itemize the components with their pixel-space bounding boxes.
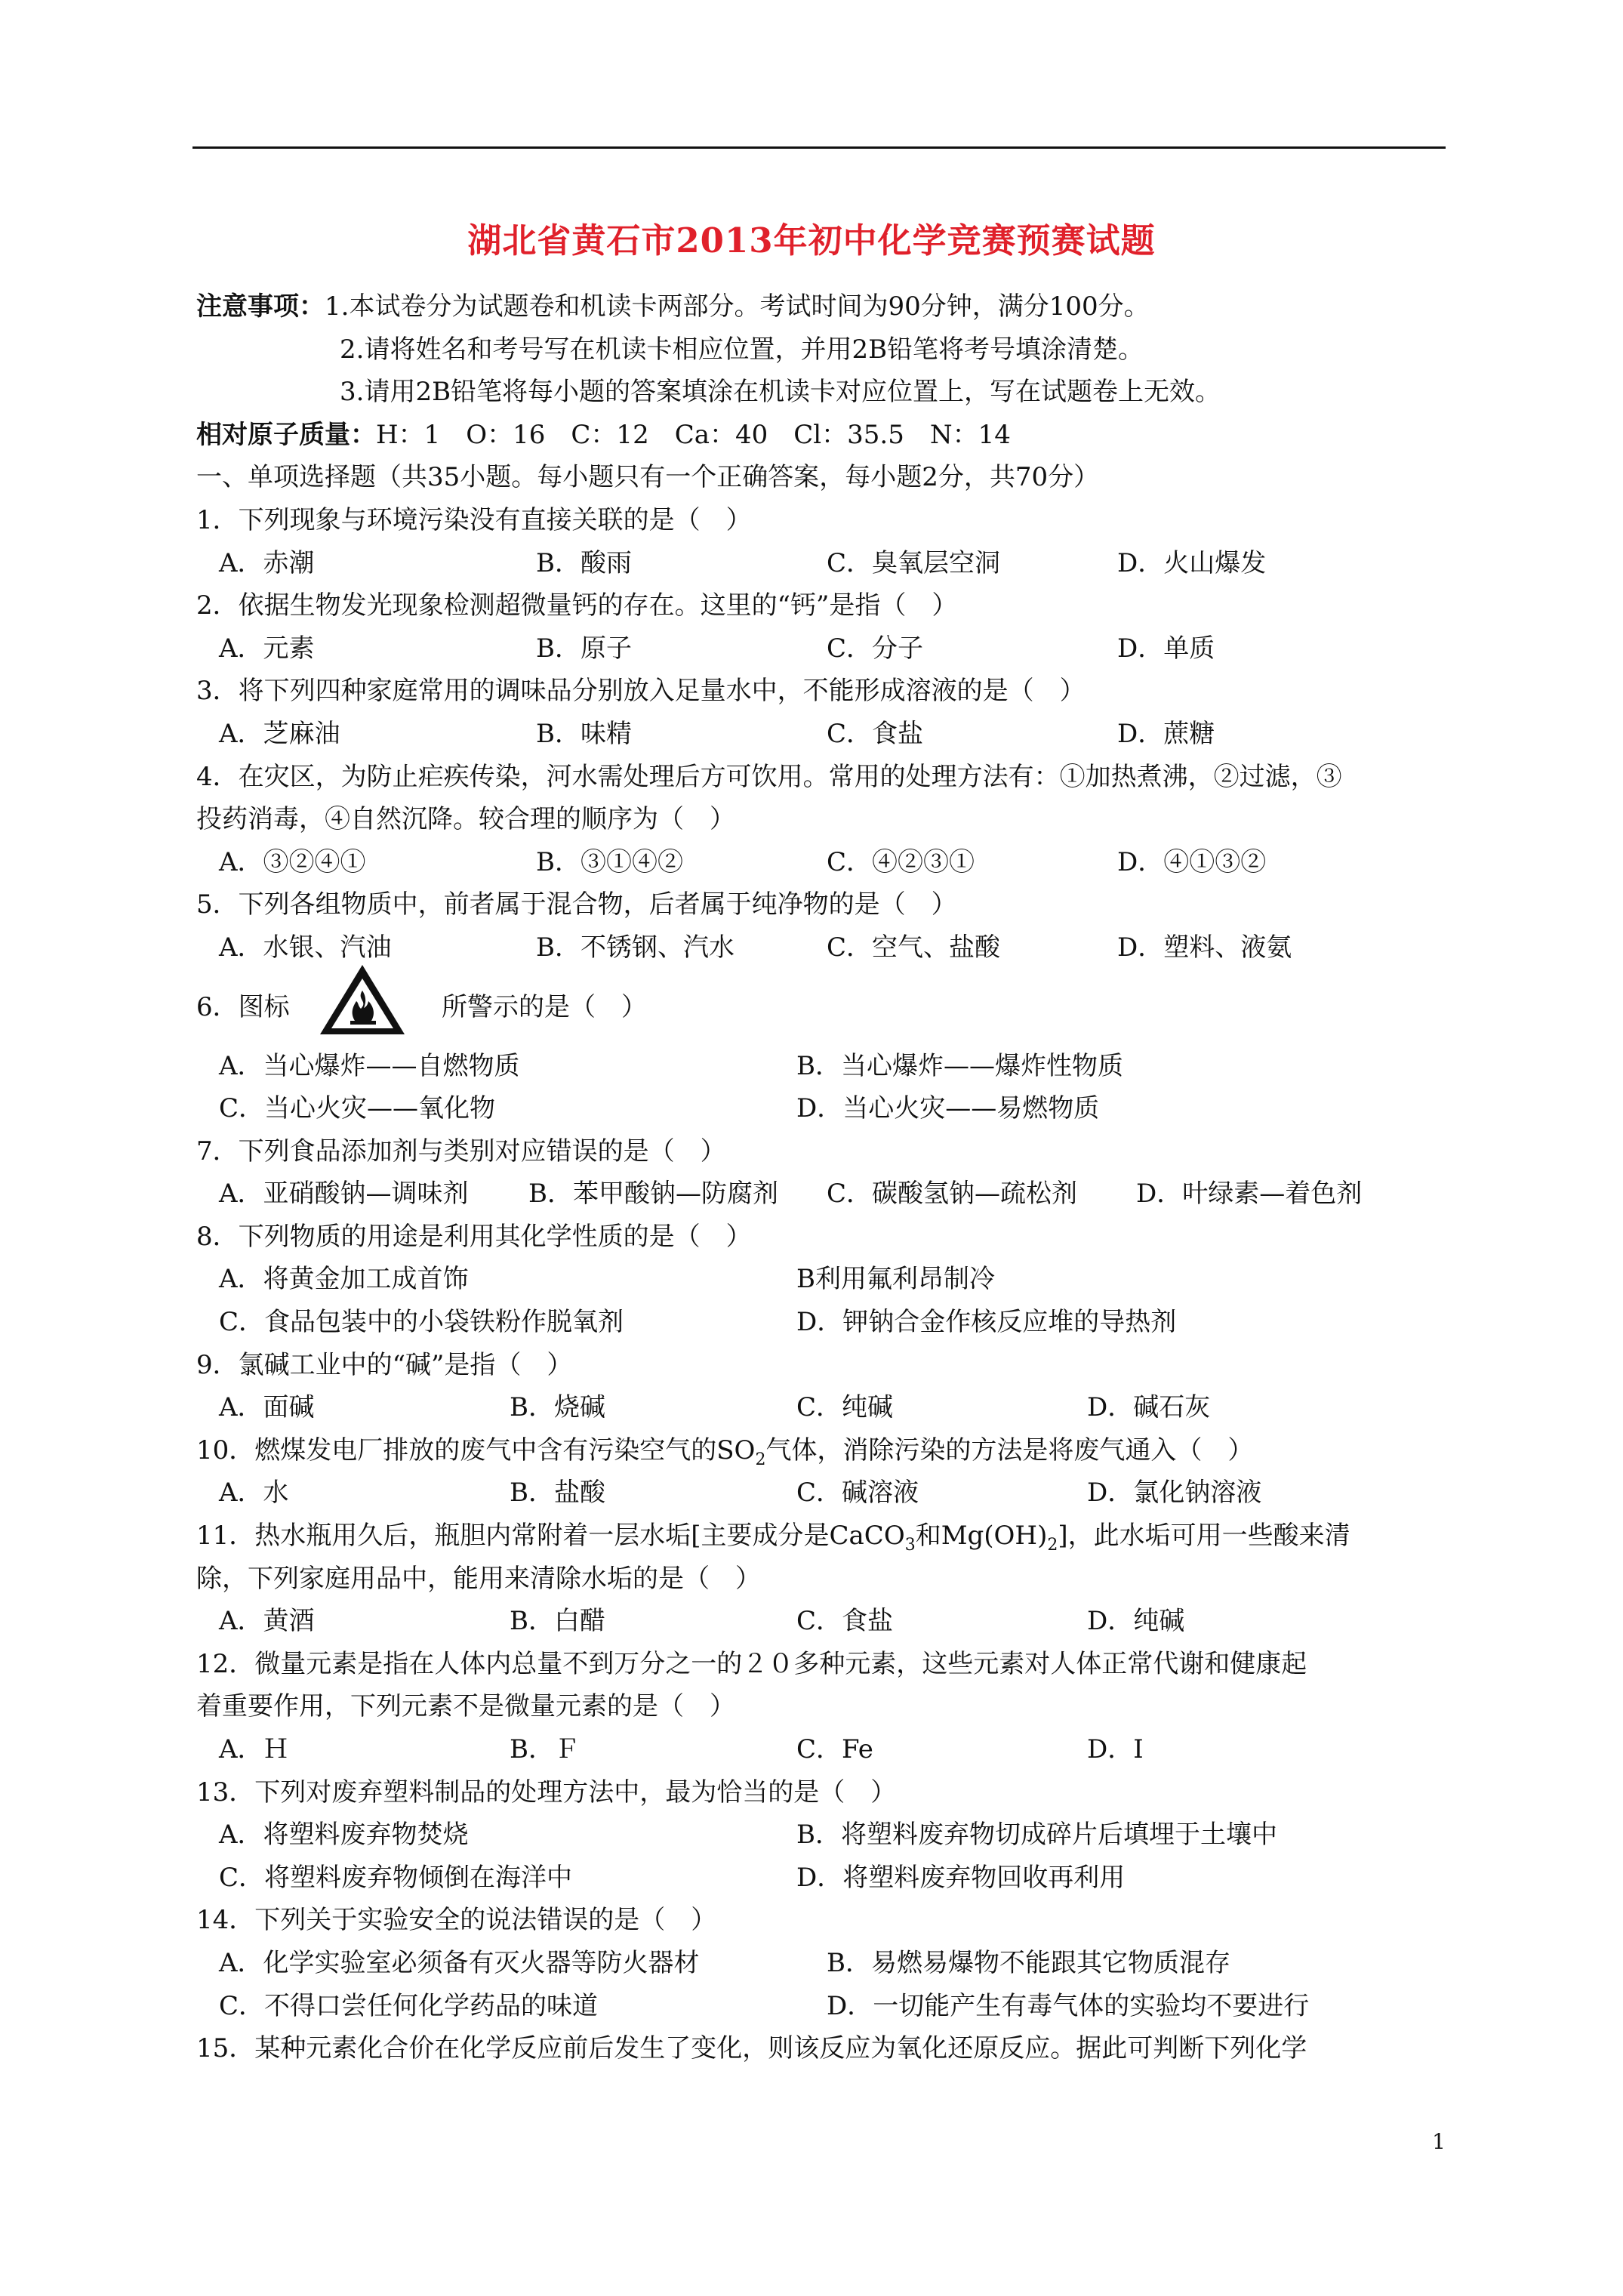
- question-13-options-2: [196, 1857, 1449, 1900]
- subscript: 2: [1047, 1536, 1058, 1555]
- option: A．元素: [219, 633, 315, 664]
- option: A．将塑料废弃物焚烧: [219, 1820, 469, 1851]
- atomic-mass-label: 相对原子质量：: [196, 419, 376, 450]
- option: A．水银、汽油: [219, 932, 392, 963]
- exam-body: [196, 285, 1449, 2070]
- option: C．食盐: [796, 1606, 894, 1637]
- option: B．白醋: [510, 1606, 605, 1637]
- option: D．单质: [1117, 633, 1215, 664]
- option: B．味精: [536, 718, 632, 749]
- question-10-options: [196, 1472, 1449, 1515]
- atomic-mass-values: H：1 O：16 C：12 Ca：40 Cl：35.5 N：14: [376, 419, 1011, 450]
- question-4-stem-2: 投药消毒，④自然沉降。较合理的顺序为（ ）: [196, 804, 735, 835]
- option: C．碱溶液: [796, 1478, 919, 1509]
- question-6-stem-a: 6．图标: [196, 991, 290, 1022]
- option: B．当心爆炸——爆炸性物质: [796, 1050, 1123, 1081]
- question-7-stem: 7．下列食品添加剂与类别对应错误的是（ ）: [196, 1136, 726, 1166]
- question-9-options: [196, 1386, 1449, 1429]
- option: B．易燃易爆物不能跟其它物质混存: [827, 1947, 1230, 1978]
- option: D．碱石灰: [1087, 1392, 1211, 1423]
- section-heading: 一、单项选择题（共35小题。每小题只有一个正确答案，每小题2分，共70分）: [196, 462, 1100, 493]
- option: B．酸雨: [536, 547, 632, 578]
- option: B．Ｆ: [510, 1734, 580, 1764]
- option: A．赤潮: [219, 547, 315, 578]
- question-4-options: [196, 841, 1449, 884]
- question-11-stem-1: [196, 1515, 1449, 1558]
- option: B．不锈钢、汽水: [536, 932, 735, 963]
- question-6-stem-b: 所警示的是（ ）: [442, 991, 647, 1022]
- option: C．将塑料废弃物倾倒在海洋中: [219, 1862, 573, 1893]
- option: D．氯化钠溶液: [1087, 1478, 1262, 1509]
- subscript: 2: [755, 1450, 766, 1469]
- question-11-stem-2: 除，下列家庭用品中，能用来清除水垢的是（ ）: [196, 1563, 761, 1594]
- question-9-stem: 9．氯碱工业中的“碱”是指（ ）: [196, 1349, 573, 1380]
- question-6-options-1: [196, 1045, 1449, 1088]
- option: B．苯甲酸钠—防腐剂: [528, 1179, 778, 1210]
- question-12-stem-2: 着重要作用，下列元素不是微量元素的是（ ）: [196, 1691, 735, 1722]
- notice-label: 注意事项：: [196, 291, 325, 322]
- question-6-stem: [196, 969, 1449, 1045]
- question-3-options: [196, 713, 1449, 756]
- option: C．④②③①: [827, 846, 975, 877]
- option: A．Ｈ: [219, 1734, 289, 1764]
- question-11-options: [196, 1600, 1449, 1643]
- notice-item-3: 3.请用2B铅笔将每小题的答案填涂在机读卡对应位置上，写在试题卷上无效。: [340, 377, 1221, 408]
- option: A．黄酒: [219, 1606, 315, 1637]
- notice-item-2: 2.请将姓名和考号写在机读卡相应位置，并用2B铅笔将考号填涂清楚。: [340, 334, 1144, 365]
- question-15-stem: 15．某种元素化合价在化学反应前后发生了变化，则该反应为氧化还原反应。据此可判断下列化学: [196, 2033, 1307, 2064]
- question-14-stem: 14．下列关于实验安全的说法错误的是（ ）: [196, 1905, 717, 1936]
- option: D．塑料、液氨: [1117, 932, 1292, 963]
- fire-warning-icon: [317, 962, 408, 1037]
- option: A．芝麻油: [219, 718, 340, 749]
- option: B．烧碱: [510, 1392, 605, 1423]
- question-12-options: [196, 1728, 1449, 1771]
- question-8-stem: 8．下列物质的用途是利用其化学性质的是（ ）: [196, 1221, 752, 1252]
- option: B．将塑料废弃物切成碎片后填埋于土壤中: [796, 1820, 1277, 1851]
- option: C．食盐: [827, 718, 924, 749]
- question-10-stem-b: 气体，消除污染的方法是将废气通入（ ）: [765, 1435, 1254, 1465]
- question-10-stem-a: 10．燃煤发电厂排放的废气中含有污染空气的SO: [196, 1435, 756, 1465]
- option: C．Fe: [796, 1734, 873, 1764]
- option: D．蔗糖: [1117, 718, 1215, 749]
- page-title: 湖北省黄石市2013年初中化学竞赛预赛试题: [467, 220, 1156, 260]
- page-number: 1: [1432, 2129, 1446, 2154]
- option: B利用氟利昂制冷: [796, 1264, 995, 1295]
- question-10-stem: [196, 1429, 1449, 1472]
- question-11-stem-b: 和Mg(OH): [915, 1521, 1048, 1552]
- option: D．当心火灾——易燃物质: [796, 1093, 1100, 1124]
- option: D．纯碱: [1087, 1606, 1185, 1637]
- question-3-stem: 3．将下列四种家庭常用的调味品分别放入足量水中，不能形成溶液的是（ ）: [196, 676, 1086, 707]
- option: C．碳酸氢钠—疏松剂: [827, 1179, 1078, 1210]
- option: A．水: [219, 1478, 289, 1509]
- option: A．面碱: [219, 1392, 315, 1423]
- notice-item-1: 1.本试卷分为试题卷和机读卡两部分。考试时间为90分钟，满分100分。: [325, 291, 1150, 322]
- option: D．将塑料废弃物回收再利用: [796, 1862, 1126, 1893]
- option: C．食品包装中的小袋铁粉作脱氧剂: [219, 1307, 624, 1338]
- option: C．空气、盐酸: [827, 932, 1001, 963]
- option: A．亚硝酸钠—调味剂: [219, 1179, 469, 1210]
- notice-line-1: [196, 285, 1449, 328]
- option: C．纯碱: [796, 1392, 894, 1423]
- option: A．当心爆炸——自燃物质: [219, 1050, 520, 1081]
- question-1-options: [196, 542, 1449, 585]
- option: A．将黄金加工成首饰: [219, 1264, 469, 1295]
- question-8-options-2: [196, 1301, 1449, 1344]
- option: C．臭氧层空洞: [827, 547, 1001, 578]
- option: B．原子: [536, 633, 632, 664]
- option: C．不得口尝任何化学药品的味道: [219, 1990, 599, 2021]
- header-rule: [192, 146, 1446, 149]
- option: D．火山爆发: [1117, 547, 1267, 578]
- option: D．钾钠合金作核反应堆的导热剂: [796, 1307, 1177, 1338]
- atomic-mass-line: [196, 414, 1449, 457]
- question-1-stem: 1．下列现象与环境污染没有直接关联的是（ ）: [196, 504, 752, 535]
- question-14-options-2: [196, 1985, 1449, 2028]
- question-2-stem: 2．依据生物发光现象检测超微量钙的存在。这里的“钙”是指（ ）: [196, 590, 958, 621]
- option: C．当心火灾——氧化物: [219, 1093, 496, 1124]
- option: B．③①④②: [536, 846, 683, 877]
- question-11-stem-c: ]，此水垢可用一些酸来清: [1058, 1521, 1350, 1552]
- option: A．③②④①: [219, 846, 366, 877]
- question-13-options-1: [196, 1814, 1449, 1857]
- question-11-stem-a: 11．热水瓶用久后，瓶胆内常附着一层水垢[主要成分是CaCO: [196, 1521, 905, 1552]
- question-2-options: [196, 627, 1449, 670]
- question-12-stem-1: 12．微量元素是指在人体内总量不到万分之一的２０多种元素，这些元素对人体正常代谢和健康起: [196, 1648, 1307, 1679]
- option: A．化学实验室必须备有灭火器等防火器材: [219, 1947, 700, 1978]
- question-6-options-2: [196, 1087, 1449, 1130]
- question-8-options-1: [196, 1258, 1449, 1301]
- question-14-options-1: [196, 1942, 1449, 1985]
- option: D．I: [1087, 1734, 1144, 1764]
- option: D．④①③②: [1117, 846, 1267, 877]
- option: D．一切能产生有毒气体的实验均不要进行: [827, 1990, 1310, 2021]
- question-7-options: [196, 1173, 1449, 1216]
- option: C．分子: [827, 633, 924, 664]
- option: B．盐酸: [510, 1478, 605, 1509]
- question-13-stem: 13．下列对废弃塑料制品的处理方法中，最为恰当的是（ ）: [196, 1777, 897, 1808]
- option: D．叶绿素—着色剂: [1136, 1179, 1363, 1210]
- subscript: 3: [904, 1536, 916, 1555]
- question-5-stem: 5．下列各组物质中，前者属于混合物，后者属于纯净物的是（ ）: [196, 889, 957, 920]
- question-4-stem-1: 4．在灾区，为防止疟疾传染，河水需处理后方可饮用。常用的处理方法有：①加热煮沸，②过滤，③: [196, 761, 1342, 792]
